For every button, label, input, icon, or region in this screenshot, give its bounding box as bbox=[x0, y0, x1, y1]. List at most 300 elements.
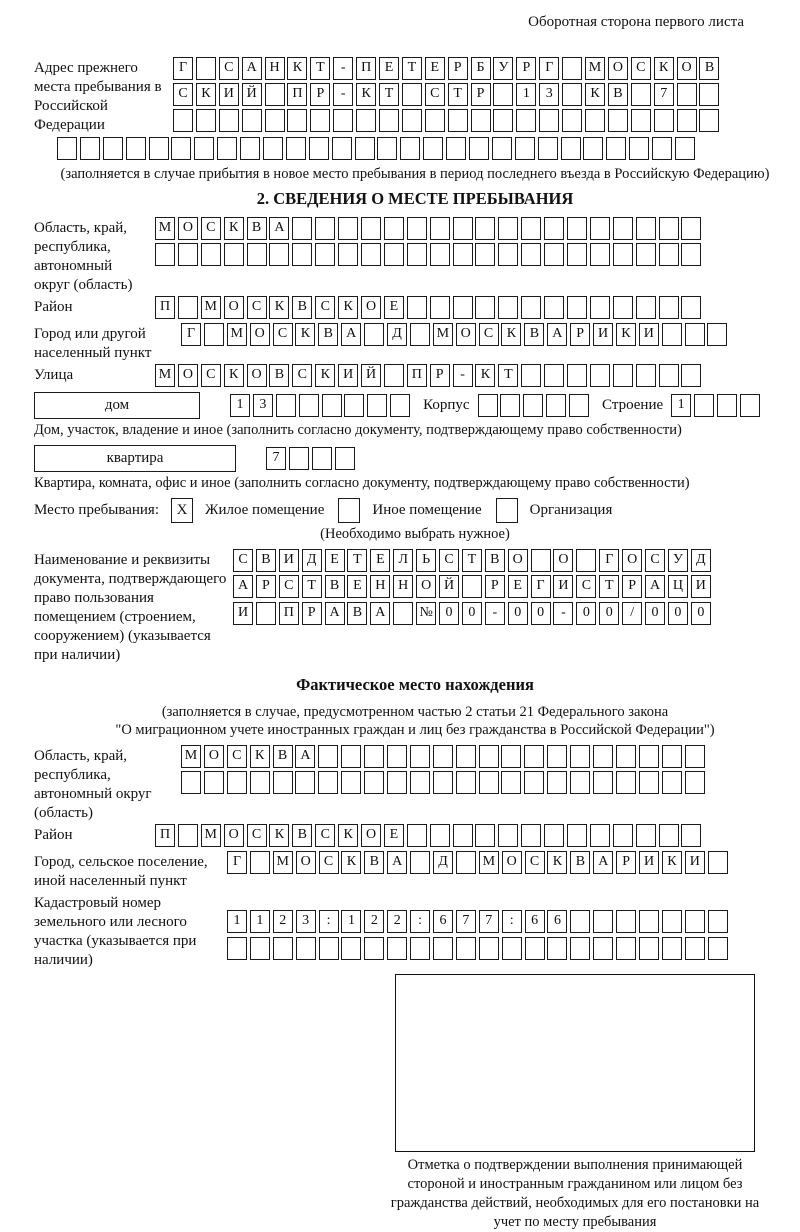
rayon-label: Район bbox=[34, 298, 73, 315]
char-cell-empty bbox=[590, 243, 610, 266]
actual-location-title: Фактическое место нахождения bbox=[296, 675, 534, 695]
char-cell: В bbox=[364, 851, 384, 874]
char-cell-empty bbox=[344, 394, 364, 417]
stay-type-note: (Необходимо выбрать нужное) bbox=[320, 526, 510, 543]
char-cell-empty bbox=[149, 137, 169, 160]
char-cell: С bbox=[233, 549, 253, 572]
char-cell: И bbox=[639, 851, 659, 874]
char-cell: 1 bbox=[341, 910, 361, 933]
char-cell-empty bbox=[681, 217, 701, 240]
char-cell: О bbox=[178, 364, 198, 387]
cadastre-label: Кадастровый номер земельного или лесного участка (указывается при наличии) bbox=[34, 895, 197, 969]
char-cell-empty bbox=[296, 937, 316, 960]
char-cell-empty bbox=[562, 83, 582, 106]
option-other-premises-label: Иное помещение bbox=[372, 502, 482, 519]
char-cell-empty bbox=[433, 937, 453, 960]
char-row bbox=[155, 296, 704, 322]
char-cell-empty bbox=[613, 217, 633, 240]
char-cell: - bbox=[333, 83, 353, 106]
char-cell-empty bbox=[240, 137, 260, 160]
char-cell: Е bbox=[508, 575, 528, 598]
char-cell-empty bbox=[516, 109, 536, 132]
char-cell: : bbox=[319, 910, 339, 933]
char-cell-empty bbox=[178, 824, 198, 847]
char-cell-empty bbox=[433, 771, 453, 794]
char-cell-empty bbox=[662, 771, 682, 794]
char-cell: Р bbox=[616, 851, 636, 874]
char-cell-empty bbox=[430, 824, 450, 847]
char-cell-empty bbox=[453, 217, 473, 240]
actual-location-note-line2: "О миграционном учете иностранных граждан и лиц без гражданства в Российской Федерации") bbox=[115, 722, 715, 739]
char-cell-empty bbox=[273, 937, 293, 960]
char-cell: П bbox=[155, 296, 175, 319]
char-cell-empty bbox=[269, 243, 289, 266]
char-cell-empty bbox=[265, 83, 285, 106]
char-cell: Л bbox=[393, 549, 413, 572]
char-cell-empty bbox=[273, 771, 293, 794]
char-cell-empty bbox=[407, 296, 427, 319]
char-cell: Б bbox=[471, 57, 491, 80]
char-cell: К bbox=[338, 824, 358, 847]
char-cell: У bbox=[668, 549, 688, 572]
char-cell-empty bbox=[613, 824, 633, 847]
char-cell: Е bbox=[425, 57, 445, 80]
char-cell: Т bbox=[379, 83, 399, 106]
char-cell-empty bbox=[500, 394, 520, 417]
char-row bbox=[671, 394, 763, 417]
char-cell-empty bbox=[524, 771, 544, 794]
char-cell: Р bbox=[471, 83, 491, 106]
char-cell: В bbox=[347, 602, 367, 625]
char-cell-empty bbox=[547, 771, 567, 794]
char-cell-empty bbox=[456, 937, 476, 960]
char-cell-empty bbox=[250, 851, 270, 874]
char-cell: О bbox=[178, 217, 198, 240]
char-cell-empty bbox=[613, 364, 633, 387]
char-cell-empty bbox=[289, 447, 309, 470]
char-cell-empty bbox=[364, 745, 384, 768]
char-cell: Ц bbox=[668, 575, 688, 598]
char-cell: С bbox=[273, 323, 293, 346]
char-cell-empty bbox=[341, 771, 361, 794]
char-cell: 0 bbox=[668, 602, 688, 625]
char-cell: К bbox=[585, 83, 605, 106]
char-cell: О bbox=[508, 549, 528, 572]
prev-address-label: Адрес прежнего места пребывания в Российской Федерации bbox=[34, 60, 162, 133]
char-cell-empty bbox=[616, 937, 636, 960]
char-cell: И bbox=[593, 323, 613, 346]
char-cell: К bbox=[295, 323, 315, 346]
checkbox-residential: X bbox=[171, 498, 193, 523]
char-cell-empty bbox=[585, 109, 605, 132]
char-row bbox=[233, 575, 714, 601]
char-cell: А bbox=[370, 602, 390, 625]
char-cell: 6 bbox=[525, 910, 545, 933]
char-cell: 3 bbox=[253, 394, 273, 417]
char-cell-empty bbox=[433, 745, 453, 768]
street-field bbox=[34, 364, 796, 390]
char-cell: Е bbox=[384, 296, 404, 319]
char-cell-empty bbox=[318, 771, 338, 794]
char-cell-empty bbox=[569, 394, 589, 417]
char-cell: 0 bbox=[576, 602, 596, 625]
char-cell-empty bbox=[708, 910, 728, 933]
char-cell: 2 bbox=[364, 910, 384, 933]
char-cell-empty bbox=[292, 217, 312, 240]
char-row bbox=[227, 937, 731, 963]
char-cell-empty bbox=[562, 57, 582, 80]
char-cell-empty bbox=[393, 602, 413, 625]
al-oblast-field bbox=[34, 745, 796, 823]
char-cell: С bbox=[439, 549, 459, 572]
char-cell: П bbox=[356, 57, 376, 80]
char-cell-empty bbox=[576, 549, 596, 572]
char-cell-empty bbox=[675, 137, 695, 160]
char-cell: И bbox=[639, 323, 659, 346]
char-cell-empty bbox=[590, 296, 610, 319]
char-cell: Г bbox=[531, 575, 551, 598]
char-cell: : bbox=[410, 910, 430, 933]
char-cell: С bbox=[319, 851, 339, 874]
char-cell: П bbox=[287, 83, 307, 106]
char-cell: И bbox=[279, 549, 299, 572]
char-cell: Т bbox=[302, 575, 322, 598]
char-cell: Е bbox=[347, 575, 367, 598]
char-cell: 0 bbox=[645, 602, 665, 625]
registration-mark-box bbox=[395, 974, 755, 1152]
char-cell-empty bbox=[567, 243, 587, 266]
prev-address-block bbox=[34, 57, 796, 136]
char-cell: Е bbox=[325, 549, 345, 572]
al-oblast-label: Область, край, республика, автономный округ (область) bbox=[34, 748, 152, 822]
apartment-note: Квартира, комната, офис и иное (заполнить согласно документу, подтверждающему право собственности) bbox=[34, 475, 690, 492]
char-cell-empty bbox=[652, 137, 672, 160]
char-cell-empty bbox=[400, 137, 420, 160]
char-cell-empty bbox=[685, 323, 705, 346]
char-cell-empty bbox=[608, 109, 628, 132]
char-cell-empty bbox=[639, 910, 659, 933]
char-cell-empty bbox=[219, 109, 239, 132]
char-cell-empty bbox=[387, 937, 407, 960]
char-cell: 2 bbox=[387, 910, 407, 933]
char-cell-empty bbox=[361, 243, 381, 266]
char-cell-empty bbox=[453, 296, 473, 319]
rayon-field bbox=[34, 296, 796, 322]
char-cell-empty bbox=[685, 910, 705, 933]
char-cell-empty bbox=[299, 394, 319, 417]
char-cell-empty bbox=[521, 296, 541, 319]
char-cell-empty bbox=[639, 745, 659, 768]
char-cell-empty bbox=[567, 364, 587, 387]
char-cell-empty bbox=[335, 447, 355, 470]
char-cell: С bbox=[425, 83, 445, 106]
char-cell: 3 bbox=[296, 910, 316, 933]
char-cell: № bbox=[416, 602, 436, 625]
char-row bbox=[230, 394, 413, 417]
char-cell: О bbox=[247, 364, 267, 387]
char-cell-empty bbox=[544, 217, 564, 240]
char-cell-empty bbox=[196, 109, 216, 132]
char-cell-empty bbox=[309, 137, 329, 160]
char-cell: А bbox=[325, 602, 345, 625]
char-cell: Е bbox=[384, 824, 404, 847]
char-cell-empty bbox=[681, 824, 701, 847]
char-cell: С bbox=[219, 57, 239, 80]
char-cell-empty bbox=[492, 137, 512, 160]
char-cell-empty bbox=[224, 243, 244, 266]
char-cell: - bbox=[333, 57, 353, 80]
char-cell-empty bbox=[478, 394, 498, 417]
char-cell: Р bbox=[622, 575, 642, 598]
char-cell-empty bbox=[547, 937, 567, 960]
char-cell-empty bbox=[616, 745, 636, 768]
korpus-label: Корпус bbox=[423, 397, 470, 414]
section2-title: 2. СВЕДЕНИЯ О МЕСТЕ ПРЕБЫВАНИЯ bbox=[256, 188, 574, 208]
char-cell: 0 bbox=[691, 602, 711, 625]
char-cell: С bbox=[631, 57, 651, 80]
char-cell: К bbox=[224, 364, 244, 387]
char-cell-empty bbox=[410, 323, 430, 346]
stroenie-label: Строение bbox=[602, 397, 664, 414]
char-cell: А bbox=[341, 323, 361, 346]
char-cell: А bbox=[242, 57, 262, 80]
char-cell-empty bbox=[521, 824, 541, 847]
char-cell-empty bbox=[708, 851, 728, 874]
char-cell: Й bbox=[242, 83, 262, 106]
char-cell: 1 bbox=[516, 83, 536, 106]
char-cell-empty bbox=[685, 771, 705, 794]
char-cell: - bbox=[553, 602, 573, 625]
char-cell: 7 bbox=[456, 910, 476, 933]
char-cell-empty bbox=[265, 109, 285, 132]
char-cell-empty bbox=[217, 137, 237, 160]
char-cell: М bbox=[273, 851, 293, 874]
char-cell: Т bbox=[599, 575, 619, 598]
al-rayon-field bbox=[34, 824, 796, 850]
char-cell-empty bbox=[525, 937, 545, 960]
char-cell: : bbox=[502, 910, 522, 933]
char-cell-empty bbox=[471, 109, 491, 132]
char-cell-empty bbox=[567, 296, 587, 319]
char-cell: М bbox=[181, 745, 201, 768]
char-cell-empty bbox=[593, 745, 613, 768]
char-cell-empty bbox=[423, 137, 443, 160]
prev-address-rows bbox=[173, 57, 722, 136]
char-row bbox=[478, 394, 592, 417]
char-cell-empty bbox=[367, 394, 387, 417]
char-cell-empty bbox=[707, 323, 727, 346]
char-cell: С bbox=[292, 364, 312, 387]
char-cell-empty bbox=[583, 137, 603, 160]
char-cell-empty bbox=[256, 602, 276, 625]
char-cell-empty bbox=[247, 243, 267, 266]
char-cell: Р bbox=[570, 323, 590, 346]
char-cell-empty bbox=[295, 771, 315, 794]
char-cell: А bbox=[547, 323, 567, 346]
char-cell: С bbox=[315, 824, 335, 847]
char-cell-empty bbox=[407, 243, 427, 266]
char-cell-empty bbox=[523, 394, 543, 417]
char-cell-empty bbox=[515, 137, 535, 160]
char-cell-empty bbox=[590, 364, 610, 387]
char-cell: А bbox=[295, 745, 315, 768]
char-cell-empty bbox=[410, 937, 430, 960]
char-cell-empty bbox=[493, 109, 513, 132]
char-cell: П bbox=[155, 824, 175, 847]
char-cell-empty bbox=[546, 394, 566, 417]
char-cell: Ь bbox=[416, 549, 436, 572]
oblast-label: Область, край, республика, автономный округ (область) bbox=[34, 219, 133, 293]
char-cell: В bbox=[247, 217, 267, 240]
char-cell-empty bbox=[456, 745, 476, 768]
char-cell: Н bbox=[265, 57, 285, 80]
char-cell-empty bbox=[662, 910, 682, 933]
char-cell-empty bbox=[659, 243, 679, 266]
char-cell-empty bbox=[699, 83, 719, 106]
char-cell-empty bbox=[155, 243, 175, 266]
char-cell-empty bbox=[263, 137, 283, 160]
char-cell: А bbox=[269, 217, 289, 240]
char-cell: С bbox=[525, 851, 545, 874]
char-cell-empty bbox=[430, 296, 450, 319]
char-cell: И bbox=[338, 364, 358, 387]
char-cell-empty bbox=[544, 296, 564, 319]
char-row bbox=[173, 57, 722, 83]
char-cell: Й bbox=[361, 364, 381, 387]
char-cell-empty bbox=[629, 137, 649, 160]
char-cell: К bbox=[616, 323, 636, 346]
char-cell: П bbox=[407, 364, 427, 387]
char-cell-empty bbox=[430, 217, 450, 240]
char-cell: Р bbox=[448, 57, 468, 80]
char-cell-empty bbox=[446, 137, 466, 160]
city-label: Город или другой населенный пункт bbox=[34, 325, 152, 361]
char-cell-empty bbox=[402, 83, 422, 106]
char-cell: О bbox=[622, 549, 642, 572]
char-cell-empty bbox=[567, 824, 587, 847]
char-cell-empty bbox=[544, 243, 564, 266]
char-cell: А bbox=[387, 851, 407, 874]
char-cell: О bbox=[502, 851, 522, 874]
char-cell: Н bbox=[370, 575, 390, 598]
char-cell-empty bbox=[662, 323, 682, 346]
char-cell: Р bbox=[302, 602, 322, 625]
char-cell-empty bbox=[390, 394, 410, 417]
char-row bbox=[181, 323, 730, 349]
char-cell-empty bbox=[498, 217, 518, 240]
char-cell: 3 bbox=[539, 83, 559, 106]
char-row bbox=[173, 83, 722, 109]
option-organization-label: Организация bbox=[529, 502, 613, 519]
char-cell-empty bbox=[606, 137, 626, 160]
char-cell-empty bbox=[315, 243, 335, 266]
char-cell-empty bbox=[636, 217, 656, 240]
char-cell-empty bbox=[402, 109, 422, 132]
char-row bbox=[227, 910, 731, 936]
char-cell-empty bbox=[570, 910, 590, 933]
char-cell: Г bbox=[599, 549, 619, 572]
char-row bbox=[155, 824, 704, 850]
char-cell: Й bbox=[439, 575, 459, 598]
char-cell: К bbox=[501, 323, 521, 346]
cadastre-rows bbox=[227, 892, 731, 962]
char-cell-empty bbox=[740, 394, 760, 417]
char-cell: С bbox=[201, 217, 221, 240]
al-city-field bbox=[34, 851, 796, 891]
char-cell: К bbox=[356, 83, 376, 106]
char-cell-empty bbox=[681, 296, 701, 319]
char-cell-empty bbox=[590, 824, 610, 847]
char-cell: В bbox=[570, 851, 590, 874]
char-cell: К bbox=[662, 851, 682, 874]
char-row bbox=[181, 771, 707, 797]
char-cell: Т bbox=[310, 57, 330, 80]
char-cell-empty bbox=[387, 745, 407, 768]
char-cell: 7 bbox=[654, 83, 674, 106]
char-cell-empty bbox=[561, 137, 581, 160]
char-cell-empty bbox=[276, 394, 296, 417]
char-cell-empty bbox=[639, 937, 659, 960]
char-row bbox=[173, 109, 722, 135]
char-cell: О bbox=[361, 296, 381, 319]
char-cell-empty bbox=[539, 109, 559, 132]
char-cell: К bbox=[315, 364, 335, 387]
char-cell-empty bbox=[387, 771, 407, 794]
char-cell-empty bbox=[498, 296, 518, 319]
char-cell-empty bbox=[410, 851, 430, 874]
char-cell-empty bbox=[502, 937, 522, 960]
char-cell-empty bbox=[654, 109, 674, 132]
char-cell: Т bbox=[462, 549, 482, 572]
char-cell: - bbox=[485, 602, 505, 625]
char-cell: К bbox=[287, 57, 307, 80]
char-row bbox=[266, 447, 358, 470]
char-cell-empty bbox=[593, 937, 613, 960]
char-cell-empty bbox=[501, 745, 521, 768]
apartment-field bbox=[34, 445, 796, 472]
char-cell: 1 bbox=[250, 910, 270, 933]
char-cell-empty bbox=[521, 364, 541, 387]
char-cell: Г bbox=[227, 851, 247, 874]
char-cell-empty bbox=[570, 771, 590, 794]
char-cell: С bbox=[645, 549, 665, 572]
char-cell: О bbox=[456, 323, 476, 346]
char-cell: И bbox=[553, 575, 573, 598]
char-cell-empty bbox=[310, 109, 330, 132]
char-cell-empty bbox=[677, 109, 697, 132]
char-cell-empty bbox=[501, 771, 521, 794]
char-cell-empty bbox=[475, 296, 495, 319]
char-cell-empty bbox=[364, 937, 384, 960]
char-cell: Т bbox=[347, 549, 367, 572]
char-cell: И bbox=[233, 602, 253, 625]
char-cell-empty bbox=[616, 910, 636, 933]
char-cell: М bbox=[201, 296, 221, 319]
prev-address-overflow-row bbox=[57, 137, 796, 163]
char-cell: 6 bbox=[547, 910, 567, 933]
char-cell: С bbox=[576, 575, 596, 598]
char-cell-empty bbox=[659, 364, 679, 387]
char-cell-empty bbox=[521, 243, 541, 266]
char-cell: В bbox=[292, 824, 312, 847]
char-cell: Г bbox=[181, 323, 201, 346]
char-cell: В bbox=[256, 549, 276, 572]
char-cell-empty bbox=[662, 937, 682, 960]
char-cell-empty bbox=[681, 243, 701, 266]
char-cell-empty bbox=[498, 243, 518, 266]
char-cell: С bbox=[227, 745, 247, 768]
char-cell: К bbox=[224, 217, 244, 240]
